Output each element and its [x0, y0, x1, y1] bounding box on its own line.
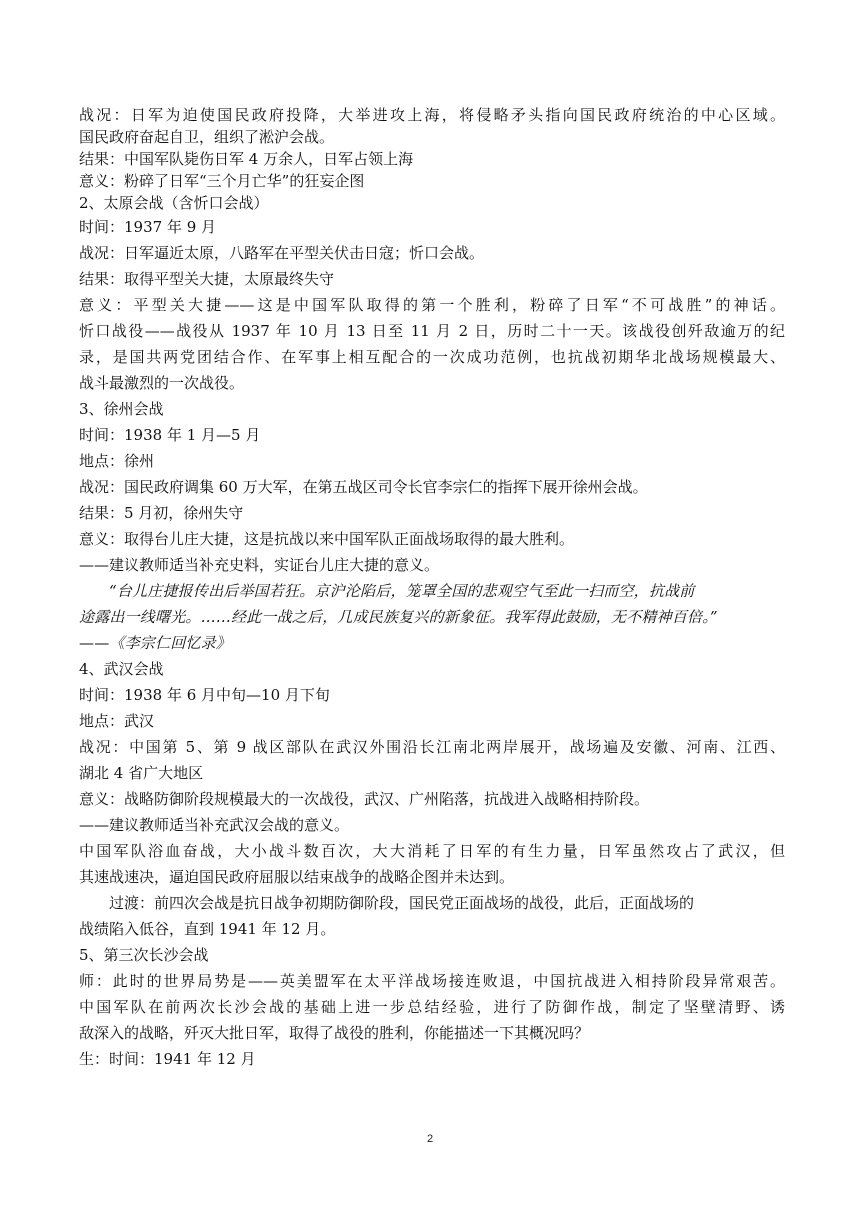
- text-line: ——建议教师适当补充武汉会战的意义。: [79, 816, 350, 834]
- text-line: 地点：武汉: [79, 712, 155, 730]
- text-line: 国民政府奋起自卫，组织了淞沪会战。: [79, 128, 335, 146]
- section-heading: 4、武汉会战: [79, 660, 164, 678]
- text-line: 战况：中国第 5、第 9 战区部队在武汉外围沿长江南北两岸展开，战场遍及安徽、河南、江西、: [79, 738, 785, 756]
- text-line: 结果：5 月初，徐州失守: [79, 504, 244, 522]
- quote-source: ——《李宗仁回忆录》: [79, 634, 232, 652]
- text-line: 意义：战略防御阶段规模最大的一次战役，武汉、广州陷落，抗战进入战略相持阶段。: [79, 790, 650, 808]
- quote-line: 途露出一线曙光。……经此一战之后，几成民族复兴的新象征。我军得此鼓励，无不精神百倍。”: [79, 608, 718, 626]
- text-line: ——建议教师适当补充史料，实证台儿庄大捷的意义。: [79, 556, 440, 574]
- quote-line: “台儿庄捷报传出后举国若狂。京沪沦陷后，笼罩全国的悲观空气至此一扫而空，抗战前: [109, 582, 695, 600]
- text-line: 时间：1938 年 6 月中旬—10 月下旬: [79, 686, 330, 704]
- section-heading: 3、徐州会战: [79, 400, 164, 418]
- page-number: 2: [426, 1133, 434, 1145]
- text-line: 结果：中国军队毙伤日军 4 万余人，日军占领上海: [79, 150, 414, 168]
- text-line: 战斗最激烈的一次战役。: [79, 374, 245, 392]
- text-line: 录，是国共两党团结合作、在军事上相互配合的一次成功范例，也抗战初期华北战场规模最大、: [79, 348, 785, 366]
- text-line: 中国军队浴血奋战，大小战斗数百次，大大消耗了日军的有生力量，日军虽然攻占了武汉，但: [79, 842, 785, 860]
- text-line: 战况：日军为迫使国民政府投降，大举进攻上海，将侵略矛头指向国民政府统治的中心区域。: [79, 106, 785, 124]
- text-line: 战况：国民政府调集 60 万大军，在第五战区司令长官李宗仁的指挥下展开徐州会战。: [79, 478, 648, 496]
- text-line: 中国军队在前两次长沙会战的基础上进一步总结经验，进行了防御作战，制定了坚壁清野、诱: [79, 998, 785, 1016]
- text-line: 师：此时的世界局势是——英美盟军在太平洋战场接连败退，中国抗战进入相持阶段异常艰苦。: [79, 972, 785, 990]
- text-line: 战况：日军逼近太原，八路军在平型关伏击日寇；忻口会战。: [79, 244, 485, 262]
- text-line: 敌深入的战略，歼灭大批日军，取得了战役的胜利，你能描述一下其概况吗？: [79, 1024, 590, 1042]
- section-heading: 5、第三次长沙会战: [79, 946, 209, 964]
- text-line: 忻口战役——战役从 1937 年 10 月 13 日至 11 月 2 日，历时二十一天。该战役创歼敌逾万的纪: [79, 322, 785, 340]
- text-line: 时间：1938 年 1 月—5 月: [79, 426, 261, 444]
- text-line: 时间：1937 年 9 月: [79, 218, 217, 236]
- text-line: 意义：粉碎了日军“三个月亡华”的狂妄企图: [79, 172, 365, 190]
- text-line: 湖北 4 省广大地区: [79, 764, 204, 782]
- text-line: 生：时间：1941 年 12 月: [79, 1050, 256, 1068]
- text-line: 地点：徐州: [79, 452, 155, 470]
- text-line: 结果：取得平型关大捷，太原最终失守: [79, 270, 335, 288]
- text-line: 其速战速决，逼迫国民政府屈服以结束战争的战略企图并未达到。: [79, 868, 515, 886]
- section-heading: 2、太原会战（含忻口会战）: [79, 194, 269, 212]
- text-line: 过渡：前四次会战是抗日战争初期防御阶段，国民党正面战场的战役，此后，正面战场的: [109, 894, 695, 912]
- text-line: 意义：取得台儿庄大捷，这是抗战以来中国军队正面战场取得的最大胜利。: [79, 530, 575, 548]
- text-line: 意义：平型关大捷——这是中国军队取得的第一个胜利，粉碎了日军“不可战胜”的神话。: [79, 296, 785, 314]
- text-line: 战绩陷入低谷，直到 1941 年 12 月。: [79, 920, 336, 938]
- document-body: [79, 104, 785, 1072]
